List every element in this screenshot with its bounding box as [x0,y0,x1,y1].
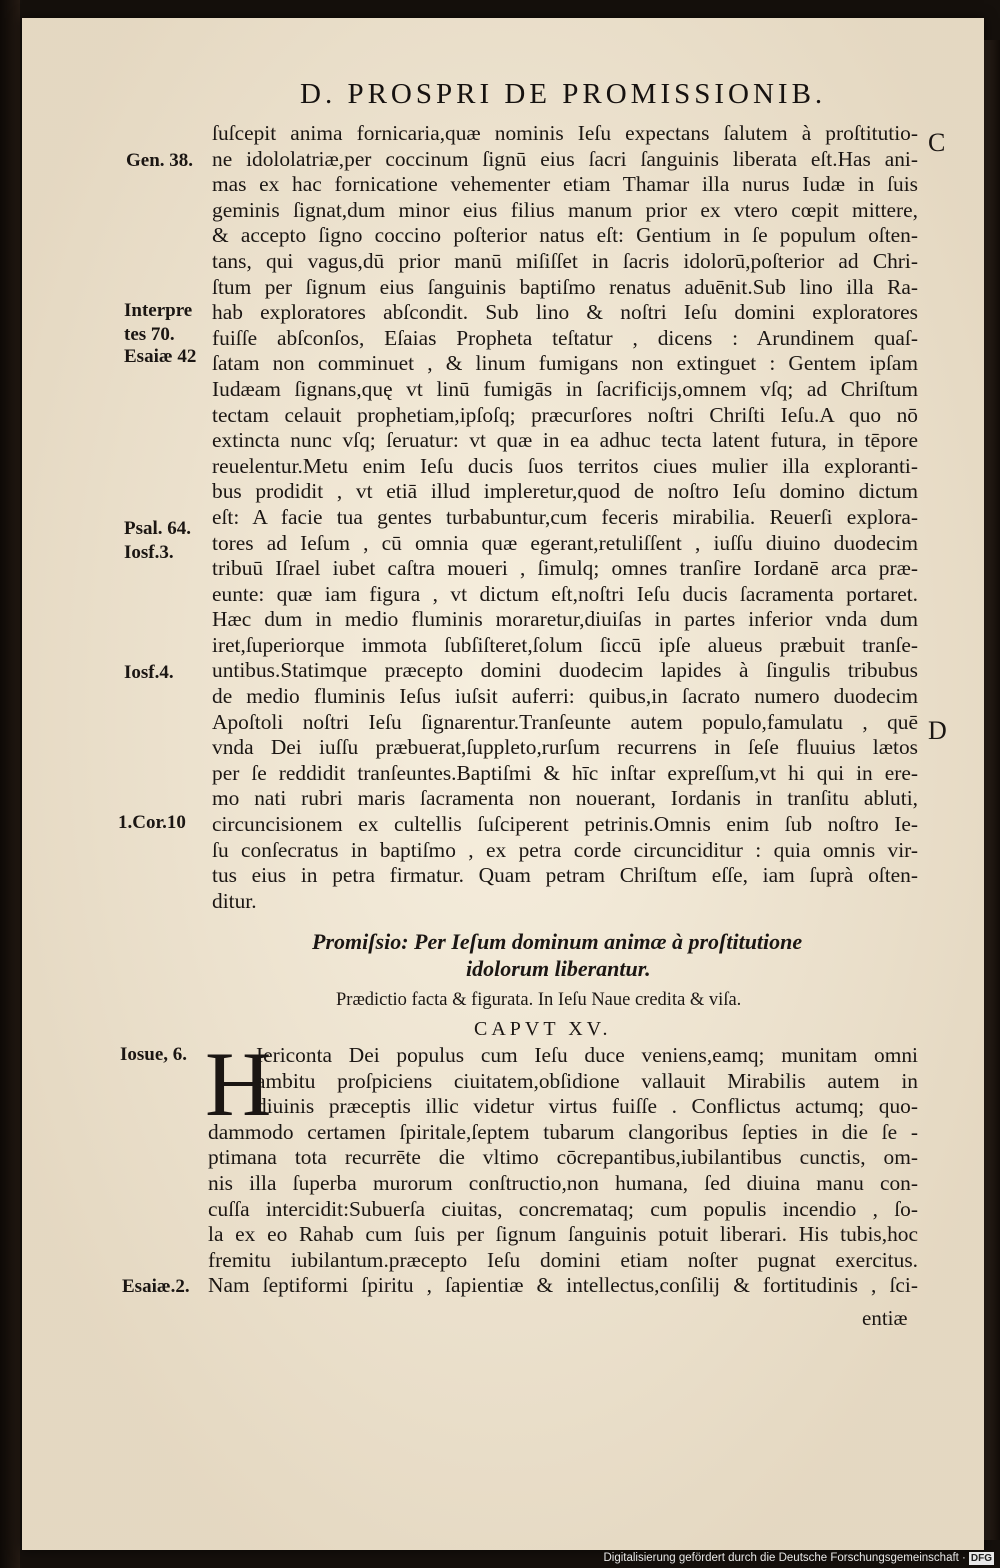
signature-letter-d: D [928,716,947,745]
text-line: ſtum per ſignum eius ſanguinis baptiſmo renatus aduēnit.Sub lino illa Ra- [212,274,918,299]
text-line: Nam ſeptiformi ſpiritu , ſapientiæ & intellectus,conſilij & fortitudinis , ſci- [208,1273,918,1298]
text-line: per ſe reddidit tranſeuntes.Baptiſmi & hīc inſtar expreſſum,vt hi qui in ere- [212,760,918,785]
text-line: ambitu proſpiciens ciuitatem,obſidione vallauit Mirabilis autem in [256,1068,918,1093]
text-line: mas ex hac fornicatione vehementer etiam Thamar illa nurus Iudæ in ſuis [212,172,918,197]
text-line: fuiſſe abſconſos, Eſaias Propheta teſtatur , dicens : Arundinem quaſ- [212,325,918,350]
text-line: ſatam non comminuet , & linum fumigans non extinguet : Gentem ipſam [212,351,918,376]
margin-note: tes 70. [124,324,175,345]
text-line: tores ad Ieſum , cū omnia quæ egerant,retuliſſent , iuſſu diuino duodecim [212,530,918,555]
text-line: ſu conſecratus in baptiſmo , ex petra corde circunciditur : quia omnis vir- [212,837,918,862]
text-line: eunte: quæ iam figura , vt dictum eſt,noſtri Ieſu ducis ſacramenta portaret. [212,581,918,606]
text-line: ſuſcepit anima fornicaria,quæ nominis Ieſu expectans ſalutem à proſtitutio- [212,121,918,145]
text-line: tans, qui vagus,dū prior manū miſiſſet in ſacris idolorū,poſterior ad Chri- [212,248,918,273]
text-line: Apoſtoli noſtri Ieſu ſignarentur.Tranſeunte autem populo,famulatu , quē [212,709,918,734]
left-page-edge [0,0,20,1568]
text-line: Hæc dum in medio fluminis moraretur,diuiſas in partes inferior vnda dum [212,607,918,632]
running-header: D. PROSPRI DE PROMISSIONIB. [300,78,827,110]
text-line: tus eius in petra firmatur. Quam petram Chriſtum eſſe, iam ſuprà oſten- [212,863,918,888]
chapter-label: CAPVT XV. [474,1018,612,1040]
digitization-credit [580,1548,1000,1568]
text-line: circuncisionem ex cultellis ſuſciperent petrinis.Omnis enim ſub noſtro Ie- [212,812,918,837]
text-line: untibus.Statimque præcepto domini duodecim lapides à ſingulis tribubus [212,658,918,683]
text-line: tectam celauit prophetiam,ipſoſq; præcurſores noſtri Chriſti Ieſu.A quo nō [212,402,918,427]
drop-cap: H [205,1033,272,1135]
margin-note: Psal. 64. [124,518,192,539]
catchword: entiæ [862,1306,908,1330]
text-line: Iericonta Dei populus cum Ieſu duce veniens,eamq; munitam omni [256,1043,918,1067]
section-heading-cont: idolorum liberantur. [466,956,651,981]
signature-letter-c: C [928,128,946,157]
margin-note: Gen. 38. [126,150,194,171]
text-line: tribuū Iſrael iubet caſtra moueri , ſimulq; omnes tranſire Iordanē arca præ- [212,556,918,581]
section-subtitle: Prædictio facta & figurata. In Ieſu Naue credita & viſa. [336,990,742,1010]
body-text-upper [212,121,918,914]
text-line: diuinis præceptis illic videtur virtus fuiſſe . Conflictus actumq; quo- [256,1094,918,1119]
dfg-logo: DFG [970,1553,992,1564]
text-line: eſt: A facie tua gentes turbabuntur,cum feceris mirabilia. Reuerſi explora- [212,504,918,529]
text-line: ditur. [212,888,257,913]
text-line: ne idololatriæ,per coccinum ſignū eius ſacri ſanguinis liberata eſt.Has ani- [212,146,918,171]
text-line: & accepto ſigno coccino poſterior natus eſt: Gentium in ſe populum oſten- [212,223,918,248]
text-line: Iudæam ſignans,quę vt linū fumigās in ſacrificijs,omnem vſq; ad Chriſtum [212,376,918,401]
margin-note: 1.Cor.10 [118,812,186,833]
text-line: vnda Dei iuſſu præbuerat,ſuppleto,rurſum recurrens in ſeſe fluuius lætos [212,735,918,760]
text-line: reuelentur.Metu enim Ieſu ducis ſuos territos ciues mulier illa exploranti- [212,453,918,478]
text-line: geminis ſignat,dum minor eius filius manum prior ex vtero cœpit mittere, [212,197,918,222]
body-text-lower [208,1043,918,1299]
text-line: iret,ſuperiorque immota ſubſiſteret,ſolum ſiccū ipſe alueus præbuit tranſe- [212,632,918,657]
text-line: ptimana tota recurrēte die vltimo cōcrepantibus,iubilantibus cunctis, om- [208,1145,918,1170]
section-heading: Promiſsio: Per Ieſum dominum animæ à proſtitutione [312,929,803,954]
text-line: mo nati rubri maris ſacramenta non nouerant, Iordanis in tranſitu abluti, [212,786,918,811]
text-line: fremitu iubilantum.præcepto Ieſu domini etiam noſter pugnat exercitus. [208,1247,918,1272]
margin-note: Iosf.4. [124,662,174,683]
text-line: hab exploratores abſcondit. Sub lino & noſtri Ieſu domini exploratores [212,300,918,325]
text-line: de medio fluminis Ieſus iuſsit auferri: quibus,in ſacrato numero duodecim [212,684,918,709]
margin-note: Esaiæ 42 [124,346,197,367]
text-line: dammodo certamen ſpiritale,ſeptem tubarum clangoribus ſepties in die ſe - [208,1119,918,1144]
margin-note: Esaiæ.2. [122,1276,190,1297]
text-line: bus prodidit , vt etiā illud impleretur,quod de noſtro Ieſu domino dictum [212,479,918,504]
margin-note: Iosf.3. [124,542,174,563]
text-line: cuſſa intercidit:Subuerſa ciuitas, concremataq; cum populis incendio , ſo- [208,1196,918,1221]
credit-text: Digitalisierung gefördert durch die Deutsche Forschungsgemeinschaft · [603,1552,966,1564]
margin-note: Iosue, 6. [120,1044,188,1065]
margin-note: Interpre [124,300,193,321]
text-line: la ex eo Rahab cum ſuis per ſignum ſanguinis potuit liberari. His tubis,hoc [208,1222,918,1247]
text-line: extincta nunc vſq; ſeruatur: vt quæ in ea adhuc tecta latent futura, in tēpore [212,428,918,453]
text-line: nis illa ſuperba murorum conſtructio,non humana, ſed diuina manu con- [208,1170,918,1195]
